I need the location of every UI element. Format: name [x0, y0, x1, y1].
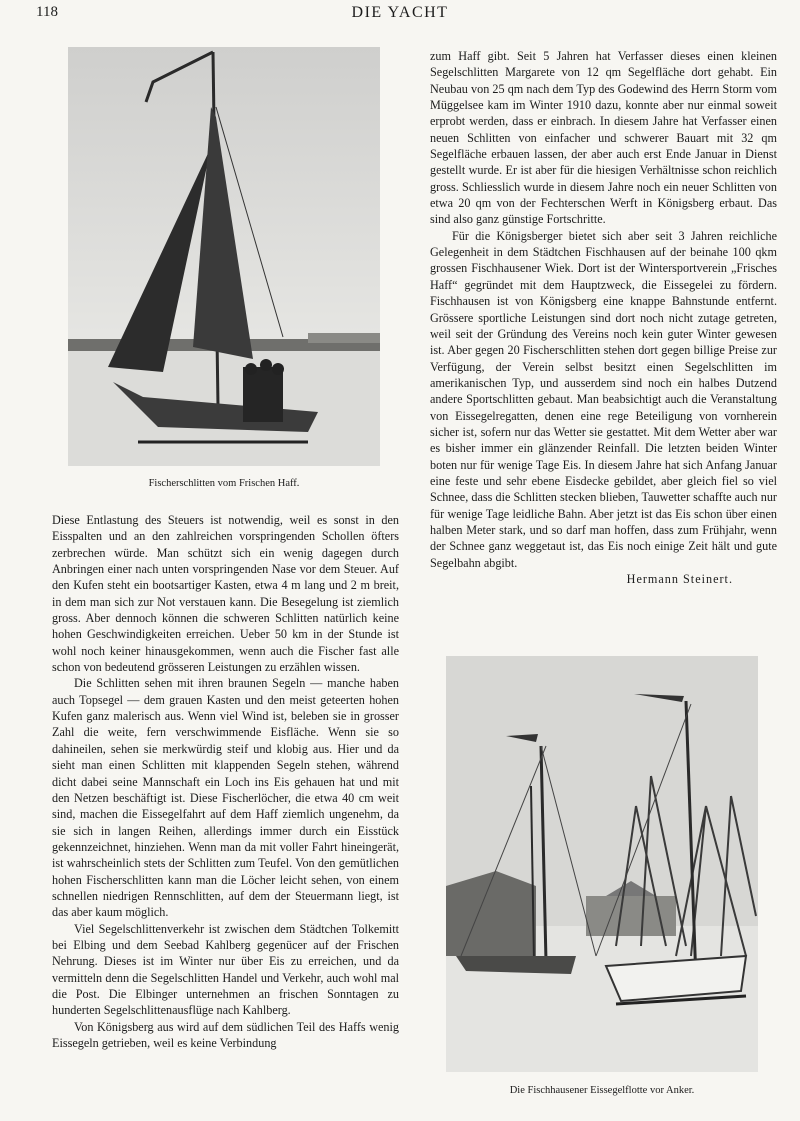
paragraph: Von Königsberg aus wird auf dem südlichen Teil des Haffs wenig Eissegeln getrieben, weil es keine Verbindung — [52, 1019, 399, 1050]
figure-caption-2: Die Fischhausener Eissegelflotte vor Anker. — [509, 1085, 695, 1096]
paragraph: Diese Entlastung des Steuers ist notwendig, weil es sonst in den Eisspalten und an den zahlreichen vorspringenden Schollen öfters zerbrechen würde. Man schützt sich ein wenig dagegen durch Anbringen einer nach unten vorspringenden Nase vor dem Steuer. Auf den Kufen steht ein bootsartiger Kasten, etwa 4 m lang und 2 m breit, in dem man sich zur Not verstauen kann. Die Besegelung ist ziemlich gross. Aber dennoch können die schweren Schlitten natürlich keine hohen Geschwindigkeiten erreichen. Ueber 50 km in der Stunde ist wohl noch keiner hinausgekommen, wenn auch die Fischer fast alle schon von bedeutend grösseren Leistungen zu erzählen wissen. — [52, 513, 399, 675]
paragraph: zum Haff gibt. Seit 5 Jahren hat Verfasser dieses einen kleinen Segelschlitten Margarete von 12 qm Segelfläche dort gehabt. Ein Neubau von 25 qm nach dem Typ des Godewind des Herrn Storm vom Müggelsee kam im Winter 1910 dazu, konnte aber nur einmal soweit erprobt werden, dass er einbrach. In diesem Jahre hat Verfasser einen neuen Schlitten von einfacher und schwerer Bauart mit 32 qm Segelfläche erbauen lassen, der aber auch erst Ende Januar in Dienst gestellt wurde. Er ist aber für die hiesigen Verhältnisse schon reichlich gross. Schliesslich wurde in diesem Jahre noch ein neuer Schlitten von etwa 20 qm von der Fechterschen Werft in Königsberg erbaut. Das sind also ganz günstige Fortschritte. — [430, 49, 777, 227]
figure-caption-1: Fischerschlitten vom Frischen Haff. — [148, 478, 300, 489]
running-head-title: DIE YACHT — [351, 4, 449, 21]
left-column-text — [52, 512, 399, 1051]
right-column-text — [430, 48, 777, 587]
author-signature: Hermann Steinert. — [626, 572, 733, 586]
page-number: 118 — [36, 4, 58, 20]
paragraph: Die Schlitten sehen mit ihren braunen Segeln — manche haben auch Topsegel — dem grauen Kasten und den meist geteerten hohen Kufen ganz malerisch aus. Wenn viel Wind ist, beleben sie in grosser Zahl die weite, fern verschwimmende Eisfläche. Wenn sie so dahineilen, sehen sie merkwürdig steif und klobig aus. Hier und da sieht man einen Schlitten mit klappenden Segeln stehen, während dicht dabei seine Mannschaft ein Loch ins Eis gehauen hat und mit den Netzen beschäftigt ist. Diese Fischerlöcher, die etwa 40 cm weit sind, machen die Eissegelfahrt auf dem Haff ziemlich ungenehm, da sie sich in langen Reihen, allerdings immer durch ein Eisstück gekennzeichnet, hinziehen. Wenn man da mit voller Fahrt hineingerät, ist wahrscheinlich stets der Schlitten zum Teufel. Von den gemütlichen hohen Fischerschlitten kann man die Löcher leicht sehen, von einem schnellen niedrigen Rennschlitten, auf dem der Steuermann liegt, ist das aber kaum möglich. — [52, 676, 399, 920]
photo-fishing-ice-yacht — [68, 47, 380, 466]
paragraph: Für die Königsberger bietet sich aber seit 3 Jahren reichliche Gelegenheit in dem Städtchen Fischhausen auf der beinahe 100 qkm grossen Fischhausener Wiek. Dort ist der Wintersportverein „Frisches Haff“ gegründet mit dem Hauptzweck, die Eissegelei zu fördern. Fischhausen ist von Königsberg eine knappe Bahnstunde entfernt. Grössere sportliche Leistungen sind dort noch nicht zutage getreten, weil seit der Gründung des Vereins noch kein guter Winter gewesen ist. Aber gegen 20 Fischerschlitten stehen dort gegen billige Preise zur Verfügung, der Verein selbst besitzt einen Segelschlitten im amerikanischen Typ, und ausserdem sind noch ein halbes Dutzend andere Sportschlitten gebaut. Man beabsichtigt auch die Veranstaltung von Eissegelregatten, denen eine rege Beteiligung von vornherein sicher ist, sofern nur das Wetter sie gestattet. Mit dem Wetter aber war es bisher immer ein glänzender Reinfall. Die letzten beiden Winter boten nur für wenige Tage Eis. In diesem Jahre hat sich Anfang Januar eine feste und sehr ebene Eisdecke gebildet, aber gleich fiel so viel Schnee, dass die Schlitten stecken blieben, Tauwetter schaffte auch nur für wenige Tage leidliche Bahn. Aber jetzt ist das Eis schon über einen halben Meter stark, und so darf man hoffen, dass zum Frühjahr, wenn der Schnee ganz weggetaut ist, das Eis noch einige Zeit hält und gute Segelbahn abgibt. — [430, 228, 777, 570]
paragraph: Viel Segelschlittenverkehr ist zwischen dem Städtchen Tolkemitt bei Elbing und dem Seebad Kahlberg gegenücer auf der Frischen Nehrung. Dieses ist im Winter nur über Eis zu erreichen, und da vermitteln denn die Segelschlitten Handel und Verkehr, auch wohl mal die Post. Die Elbinger unternehmen an frischen Sonntagen zu hunderten Segelschlittenausflüge nach Kahlberg. — [52, 921, 399, 1018]
photo-ice-yacht-fleet — [446, 656, 758, 1072]
